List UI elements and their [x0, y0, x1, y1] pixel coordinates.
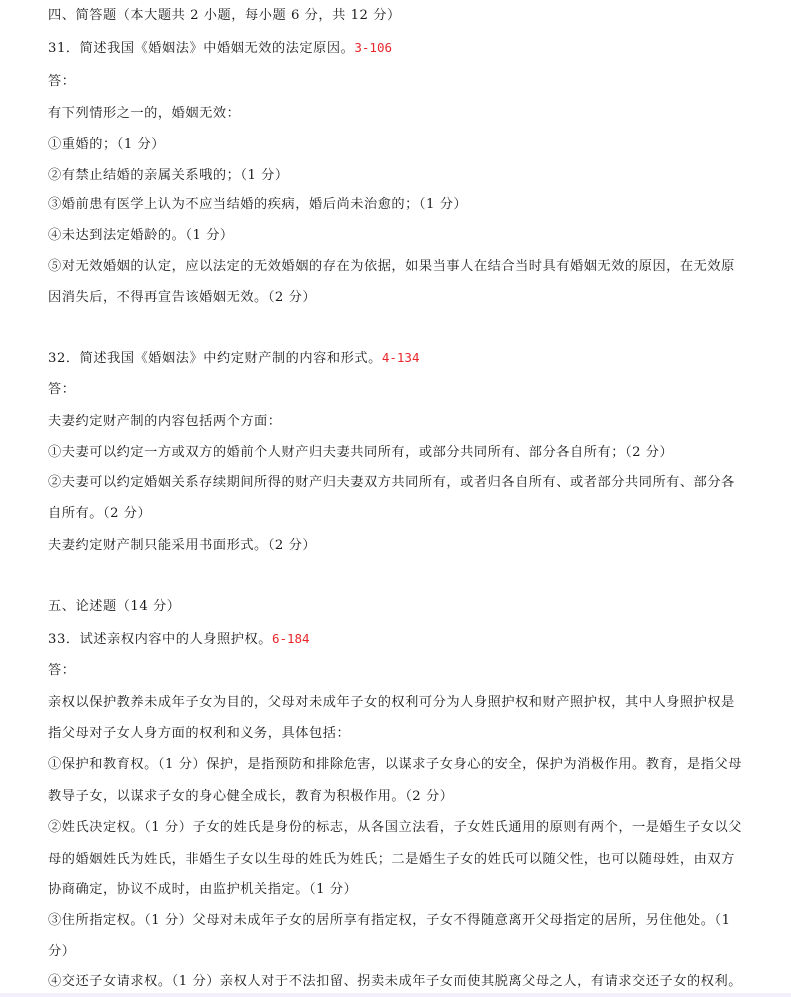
answer-line: 协商确定，协议不成时，由监护机关指定。（1 分） [48, 882, 358, 897]
answer-line: 指父母对子女人身方面的权利和义务，具体包括： [48, 726, 351, 741]
answer-intro: 有下列情形之一的，婚姻无效： [48, 106, 241, 121]
answer-line: ④交还子女请求权。（1 分）亲权人对于不法扣留、拐卖未成年子女而使其脱离父母之人，有请求交还子女的权利。 [48, 974, 742, 989]
answer-label: 答： [48, 74, 76, 89]
section-heading-short-answer: 四、简答题（本大题共 2 小题，每小题 6 分，共 12 分） [48, 8, 401, 23]
answer-item: ②夫妻可以约定婚姻关系存续期间所得的财产归夫妻双方共同所有，或者归各自所有、或者部分共同所有、部分各 [48, 475, 735, 490]
answer-line: ③住所指定权。（1 分）父母对未成年子女的居所享有指定权，子女不得随意离开父母指定的居所，另住他处。（1 [48, 913, 731, 928]
answer-line: ②姓氏决定权。（1 分）子女的姓氏是身份的标志，从各国立法看，子女姓氏通用的原则有两个，一是婚生子女以父 [48, 820, 742, 835]
question-text: 32．简述我国《婚姻法》中约定财产制的内容和形式。 [48, 351, 382, 366]
answer-item: 因消失后，不得再宣告该婚姻无效。（2 分） [48, 290, 317, 305]
answer-item: 夫妻约定财产制只能采用书面形式。（2 分） [48, 538, 317, 553]
page-reference: 4-134 [381, 350, 420, 365]
question-33 [48, 630, 771, 649]
answer-line: ①保护和教育权。（1 分）保护，是指预防和排除危害，以谋求子女身心的安全，保护为消极作用。教育，是指父母 [48, 757, 742, 772]
answer-item: ④未达到法定婚龄的。（1 分） [48, 228, 234, 243]
answer-line: 亲权以保护教养未成年子女为目的，父母对未成年子女的权利可分为人身照护权和财产照护权，其中人身照护权是 [48, 695, 735, 710]
answer-item: ⑤对无效婚姻的认定，应以法定的无效婚姻的存在为依据，如果当事人在结合当时具有婚姻无效的原因，在无效原 [48, 259, 735, 274]
question-31 [48, 39, 771, 58]
answer-item: ③婚前患有医学上认为不应当结婚的疾病，婚后尚未治愈的；（1 分） [48, 197, 468, 212]
question-32 [48, 349, 771, 368]
question-text: 31．简述我国《婚姻法》中婚姻无效的法定原因。 [48, 41, 355, 56]
answer-intro: 夫妻约定财产制的内容包括两个方面： [48, 414, 282, 429]
page-reference: 3-106 [354, 40, 393, 55]
answer-line: 教导子女，以谋求子女的身心健全成长，教育为积极作用。（2 分） [48, 789, 454, 804]
answer-item: ①重婚的；（1 分） [48, 137, 165, 152]
page-bottom-edge [0, 993, 791, 997]
answer-item: 自所有。（2 分） [48, 506, 152, 521]
answer-line: 分） [48, 944, 76, 959]
answer-label: 答： [48, 663, 76, 678]
page-reference: 6-184 [271, 631, 310, 646]
question-text: 33．试述亲权内容中的人身照护权。 [48, 632, 272, 647]
answer-item: ②有禁止结婚的亲属关系哦的；（1 分） [48, 168, 289, 183]
answer-item: ①夫妻可以约定一方或双方的婚前个人财产归夫妻共同所有，或部分共同所有、部分各自所有；（2 分） [48, 445, 674, 460]
answer-label: 答： [48, 382, 76, 397]
section-heading-essay: 五、论述题（14 分） [48, 599, 181, 614]
answer-line: 母的婚姻姓氏为姓氏，非婚生子女以生母的姓氏为姓氏；二是婚生子女的姓氏可以随父性，也可以随母姓，由双方 [48, 852, 735, 867]
